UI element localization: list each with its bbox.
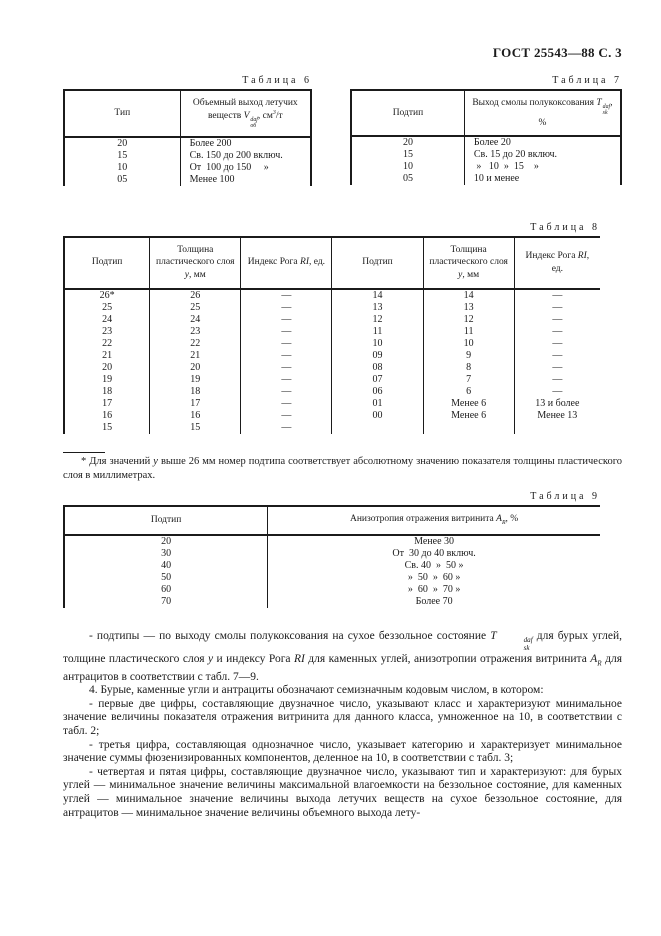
table-cell: 13 — [423, 302, 514, 314]
footnote-text: * Для значений у выше 26 мм номер подтипа соответствует абсолютному значению показателя толщины пластического слоя в миллиметрах. — [63, 455, 622, 481]
table-cell: 17 — [150, 398, 241, 410]
table-row — [351, 136, 621, 149]
table-cell: Св. 15 до 20 включ. — [464, 149, 621, 161]
table8 — [63, 236, 600, 434]
table-row — [64, 338, 600, 350]
table-cell: 10 — [351, 161, 464, 173]
table-cell: 20 — [64, 535, 268, 548]
table-cell: Менее 6 — [423, 398, 514, 410]
table-row — [64, 422, 600, 434]
table-cell: 25 — [64, 302, 150, 314]
table-cell: — — [514, 289, 600, 302]
table-cell: — — [514, 314, 600, 326]
table-row — [64, 560, 600, 572]
table-cell: Более 70 — [268, 596, 600, 608]
table-cell: Св. 40 » 50 » — [268, 560, 600, 572]
table-cell: От 30 до 40 включ. — [268, 548, 600, 560]
table-cell: 9 — [423, 350, 514, 362]
table-cell: — — [241, 314, 332, 326]
table-cell: — — [241, 338, 332, 350]
table-cell: 20 — [150, 362, 241, 374]
table7-header-row — [351, 90, 621, 136]
table-cell: 10 и менее — [464, 173, 621, 185]
table-cell: 20 — [64, 362, 150, 374]
table9-label: Таблица 9 — [530, 490, 600, 502]
table-cell: 17 — [64, 398, 150, 410]
table-cell: 14 — [423, 289, 514, 302]
table6-col-type: Тип — [64, 90, 180, 137]
table-cell: 18 — [150, 386, 241, 398]
table-cell: 12 — [332, 314, 423, 326]
table-cell: » 10 » 15 » — [464, 161, 621, 173]
table-cell: » 50 » 60 » — [268, 572, 600, 584]
table-cell: 13 и более — [514, 398, 600, 410]
table-cell: » 60 » 70 » — [268, 584, 600, 596]
table-row — [64, 350, 600, 362]
table-cell: 15 — [64, 422, 150, 434]
table9-block — [63, 491, 600, 608]
table-cell: 13 — [332, 302, 423, 314]
table-row — [64, 162, 311, 174]
table-cell: 08 — [332, 362, 423, 374]
table-cell: — — [241, 289, 332, 302]
table-cell: 22 — [150, 338, 241, 350]
table-cell: — — [514, 374, 600, 386]
footnote — [63, 452, 622, 483]
paragraph-third-digit: - третья цифра, составляющая однозначное число, указывает категорию и характеризует минимальное значение суммы фюзенизированных компонентов, деленное на 10, в соответствии с табл. 3; — [63, 738, 622, 765]
table-cell: 19 — [64, 374, 150, 386]
table8-block — [63, 222, 600, 434]
table-cell: 19 — [150, 374, 241, 386]
table8-col-thickness-left: Толщина пластического слоя у, мм — [150, 237, 241, 289]
table-row — [351, 161, 621, 173]
table-row — [64, 150, 311, 162]
paragraph-fourth-fifth-digits: - четвертая и пятая цифры, составляющие двузначное число, указывают тип и характеризуют: для бурых углей — минимальное значение величины максимальной влагоемкости на беззольное состояние, для каменных углей — минимальное значение величины выхода летучих веществ на сухое беззольное состояние, для антрацитов — минимальное значение величины объемного выхода лету- — [63, 765, 622, 819]
table-cell: 70 — [64, 596, 268, 608]
table6 — [63, 89, 312, 186]
table-cell: — — [241, 398, 332, 410]
table-row — [64, 398, 600, 410]
table6-col-volatile-yield: Объемный выход летучих веществ V daf об , $см^3/т$ — [180, 90, 311, 137]
table-cell: Менее 100 — [180, 174, 311, 186]
table-cell: Св. 150 до 200 включ. — [180, 150, 311, 162]
table-cell: 24 — [150, 314, 241, 326]
table-cell: — — [514, 302, 600, 314]
table-cell: 16 — [64, 410, 150, 422]
table-cell: 15 — [150, 422, 241, 434]
table-cell: 15 — [64, 150, 180, 162]
table-cell: Менее 30 — [268, 535, 600, 548]
table-cell: 18 — [64, 386, 150, 398]
table-row — [64, 289, 600, 302]
table-cell: 23 — [150, 326, 241, 338]
table-row — [64, 572, 600, 584]
table-cell: 21 — [64, 350, 150, 362]
table7 — [350, 89, 622, 185]
table7-block — [350, 75, 622, 186]
table-cell: 00 — [332, 410, 423, 422]
table-cell: 30 — [64, 548, 268, 560]
table6-header-row — [64, 90, 311, 137]
table-cell: — — [514, 338, 600, 350]
table-row — [64, 386, 600, 398]
table-cell: Более 200 — [180, 137, 311, 150]
table9-col-anisotropy: Анизотропия отражения витринита $A_R$, % — [268, 506, 600, 535]
table8-col-subtype-right: Подтип — [332, 237, 423, 289]
table-cell: — — [514, 362, 600, 374]
table-cell: 25 — [150, 302, 241, 314]
table-row — [64, 174, 311, 186]
table-cell: — — [241, 350, 332, 362]
table-cell: 6 — [423, 386, 514, 398]
table-cell: 05 — [351, 173, 464, 185]
table-cell: 20 — [351, 136, 464, 149]
table-row — [64, 410, 600, 422]
formula-v-daf-ob: V daf об — [243, 110, 258, 130]
table-cell: 12 — [423, 314, 514, 326]
table6-block — [63, 75, 312, 186]
table7-col-subtype: Подтип — [351, 90, 464, 136]
table-row — [64, 535, 600, 548]
table8-header-row — [64, 237, 600, 289]
page-header: ГОСТ 25543—88 С. 3 — [492, 45, 622, 60]
table9-col-subtype: Подтип — [64, 506, 268, 535]
table-cell: — — [241, 410, 332, 422]
table-cell: 26* — [64, 289, 150, 302]
table-cell — [423, 422, 514, 434]
table8-col-roga-left: Индекс Рога RI, ед. — [241, 237, 332, 289]
table-cell: 10 — [423, 338, 514, 350]
table-cell: — — [514, 326, 600, 338]
table-cell: 01 — [332, 398, 423, 410]
table-row — [64, 302, 600, 314]
table6-label: Таблица 6 — [242, 75, 312, 86]
table-cell: 21 — [150, 350, 241, 362]
table-cell: 15 — [351, 149, 464, 161]
table-cell: — — [514, 350, 600, 362]
table-cell: — — [241, 374, 332, 386]
table-cell: Более 20 — [464, 136, 621, 149]
table-cell: 05 — [64, 174, 180, 186]
table-cell: — — [241, 386, 332, 398]
table-cell — [332, 422, 423, 434]
table8-col-thickness-right: Толщина пластического слоя у, мм — [423, 237, 514, 289]
table-cell — [514, 422, 600, 434]
table-cell: Менее 13 — [514, 410, 600, 422]
table-row — [64, 362, 600, 374]
table-cell: — — [514, 386, 600, 398]
body-text — [63, 630, 622, 820]
table-cell: 09 — [332, 350, 423, 362]
table-row — [351, 173, 621, 185]
table-cell: 06 — [332, 386, 423, 398]
table-cell: 10 — [332, 338, 423, 350]
table-cell: 60 — [64, 584, 268, 596]
formula-t-daf-sk: T daf sk — [596, 98, 611, 117]
table8-col-subtype-left: Подтип — [64, 237, 150, 289]
table-cell: 8 — [423, 362, 514, 374]
footnote-rule — [63, 452, 105, 453]
paragraph-subtypes: - подтипы — по выходу смолы полукоксования на сухое беззольное состояние T daf sk для бурых углей, толщине пластического слоя у и индексу Рога RI для каменных углей, анизотропии отражения витринита $A_R$ для антрацитов в соответствии с табл. 7—9. — [63, 629, 622, 683]
table7-col-tar-yield: Выход смолы полукоксования T daf sk , % — [464, 90, 621, 136]
table-cell: 16 — [150, 410, 241, 422]
formula-t-daf-sk: T daf sk — [490, 629, 533, 652]
table-cell: Менее 6 — [423, 410, 514, 422]
table-cell: 23 — [64, 326, 150, 338]
table7-label: Таблица 7 — [552, 75, 622, 86]
table-row — [64, 314, 600, 326]
table-cell: 10 — [64, 162, 180, 174]
formula-a-r: $A_R$ — [590, 652, 602, 667]
table-cell: 50 — [64, 572, 268, 584]
table-cell: 11 — [423, 326, 514, 338]
table-row — [351, 149, 621, 161]
table8-col-roga-right: Индекс Рога RI, ед. — [514, 237, 600, 289]
table-cell: 11 — [332, 326, 423, 338]
table-row — [64, 374, 600, 386]
table-cell: — — [241, 326, 332, 338]
table-cell: 20 — [64, 137, 180, 150]
table-row — [64, 326, 600, 338]
table-cell: — — [241, 302, 332, 314]
table-cell: 26 — [150, 289, 241, 302]
table-cell: 07 — [332, 374, 423, 386]
table-cell: 14 — [332, 289, 423, 302]
table-cell: — — [241, 362, 332, 374]
table8-label: Таблица 8 — [530, 221, 600, 233]
table-row — [64, 548, 600, 560]
table9-header-row — [64, 506, 600, 535]
table-cell: — — [241, 422, 332, 434]
paragraph-item4: 4. Бурые, каменные угли и антрациты обозначают семизначным кодовым числом, в котором: — [89, 684, 544, 697]
table-row — [64, 596, 600, 608]
table-cell: 40 — [64, 560, 268, 572]
table-cell: От 100 до 150 » — [180, 162, 311, 174]
paragraph-first-two-digits: - первые две цифры, составляющие двузначное число, указывают класс и характеризуют минимальное значение величины показателя отражения витринита для данного класса, умноженное на 10, в соответствии с табл. 2; — [63, 697, 622, 737]
table9 — [63, 505, 600, 608]
table-cell: 24 — [64, 314, 150, 326]
table-row — [64, 137, 311, 150]
formula-a-r: $A_R$ — [496, 513, 506, 526]
table-cell: 22 — [64, 338, 150, 350]
table-row — [64, 584, 600, 596]
table-cell: 7 — [423, 374, 514, 386]
